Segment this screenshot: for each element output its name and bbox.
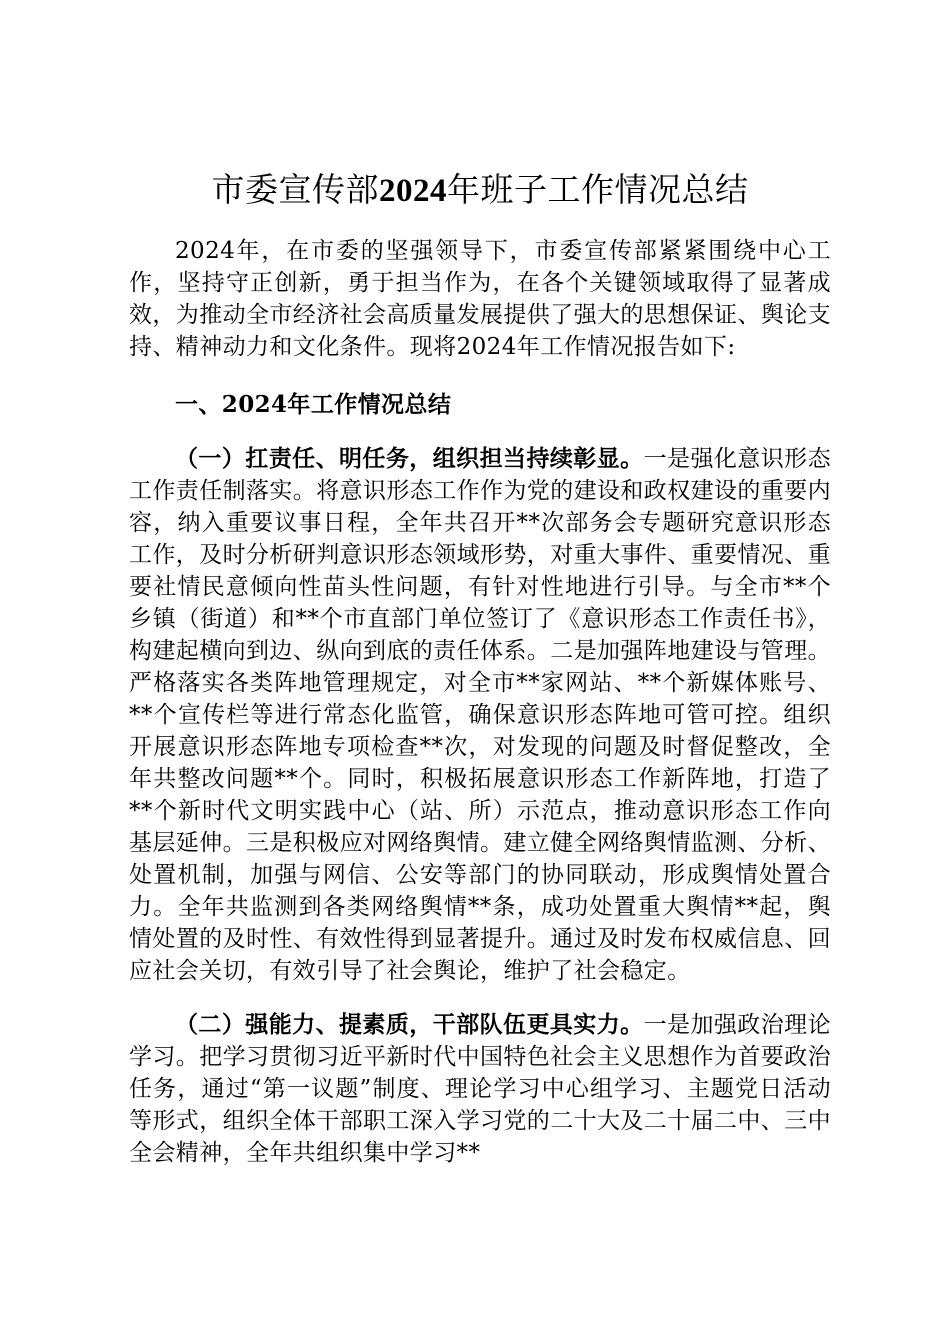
- title-year: 2024: [379, 173, 447, 209]
- paragraph-2: [129, 1009, 831, 1169]
- section-heading-1: 一、2024年工作情况总结: [175, 391, 452, 418]
- paragraph-1: [129, 443, 831, 987]
- intro-paragraph: 2024年，在市委的坚强领导下，市委宣传部紧紧围绕中心工作，坚持守正创新，勇于担当作为，在各个关键领域取得了显著成效，为推动全市经济社会高质量发展提供了强大的思想保证、舆论支持、精神动力和文化条件。现将2024年工作情况报告如下:: [129, 238, 831, 360]
- paragraph-1-body: 一是强化意识形态工作责任制落实。将意识形态工作作为党的建设和政权建设的重要内容，纳入重要议事日程，全年共召开**次部务会专题研究意识形态工作，及时分析研判意识形态领域形势，对重大事件、重要情况、重要社情民意倾向性苗头性问题，有针对性地进行引导。与全市**个乡镇（街道）和**个市直部门单位签订了《意识形态工作责任书》，构建起横向到边、纵向到底的责任体系。二是加强阵地建设与管理。严格落实各类阵地管理规定，对全市**家网站、**个新媒体账号、**个宣传栏等进行常态化监管，确保意识形态阵地可管可控。组织开展意识形态阵地专项检查**次，对发现的问题及时督促整改，全年共整改问题**个。同时，积极拓展意识形态工作新阵地，打造了**个新时代文明实践中心（站、所）示范点，推动意识形态工作向基层延伸。三是积极应对网络舆情。建立健全网络舆情监测、分析、处置机制，加强与网信、公安等部门的协同联动，形成舆情处置合力。全年共监测到各类网络舆情**条，成功处置重大舆情**起，舆情处置的及时性、有效性得到显著提升。通过及时发布权威信息、回应社会关切，有效引导了社会舆论，维护了社会稳定。: [129, 446, 832, 984]
- title-prefix: 市委宣传部: [211, 170, 379, 209]
- paragraph-2-body: 一是加强政治理论学习。把学习贯彻习近平新时代中国特色社会主义思想作为首要政治任务，通过“第一议题”制度、理论学习中心组学习、主题党日活动等形式，组织全体干部职工深入学习党的二十大及二十届二中、三中全会精神，全年共组织集中学习**: [129, 1012, 832, 1166]
- paragraph-2-lead: （二）强能力、提素质，干部队伍更具实力。: [175, 1011, 644, 1038]
- document-body: [129, 168, 831, 1169]
- document-title: [129, 168, 831, 213]
- title-suffix: 年班子工作情况总结: [447, 170, 749, 209]
- paragraph-1-lead: （一）扛责任、明任务，组织担当持续彰显。: [175, 445, 644, 472]
